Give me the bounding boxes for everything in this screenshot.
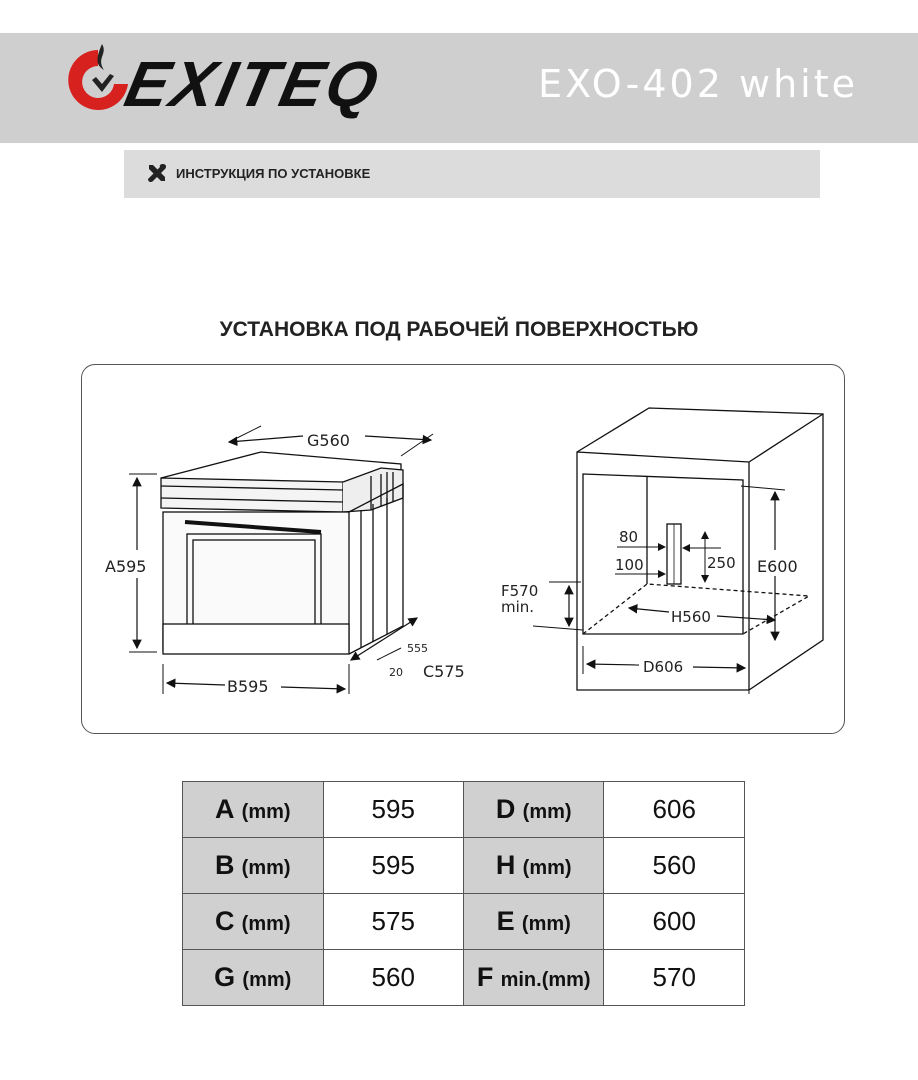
dim-c <box>351 618 465 681</box>
dimension-key-cell <box>183 782 324 838</box>
flame-icon <box>68 44 128 110</box>
svg-text:B595: B595 <box>227 677 269 696</box>
dimension-letter: D <box>495 794 516 824</box>
dimension-unit: (mm) <box>521 913 571 935</box>
dimension-key-cell <box>463 950 604 1006</box>
svg-text:F570: F570 <box>501 582 539 600</box>
dimension-unit: (mm) <box>241 801 291 823</box>
dimension-value: 570 <box>604 950 745 1006</box>
dimension-unit: (mm) <box>241 913 291 935</box>
svg-text:100: 100 <box>615 556 644 574</box>
dim-f <box>501 582 583 630</box>
dimension-unit: (mm) <box>522 801 572 823</box>
installation-diagram <box>81 364 845 734</box>
dimension-value: 575 <box>323 894 463 950</box>
dimension-unit: (mm) <box>241 857 291 879</box>
dimension-key-cell <box>183 838 324 894</box>
dim-a <box>105 474 157 652</box>
svg-text:250: 250 <box>707 554 736 572</box>
svg-text:555: 555 <box>407 642 428 655</box>
dimension-key-cell <box>463 782 604 838</box>
table-row <box>183 950 745 1006</box>
dimension-value: 600 <box>604 894 745 950</box>
dim-b <box>163 664 349 696</box>
dimension-key-cell <box>183 950 324 1006</box>
svg-text:E600: E600 <box>757 557 798 576</box>
dimension-value: 595 <box>323 782 463 838</box>
svg-text:G560: G560 <box>307 431 350 450</box>
dimension-key-cell <box>183 894 324 950</box>
svg-text:D606: D606 <box>643 658 684 676</box>
dimension-unit: (mm) <box>242 969 292 991</box>
dimension-unit: min.(mm) <box>500 969 591 991</box>
table-row <box>183 894 745 950</box>
svg-text:20: 20 <box>389 666 403 679</box>
svg-text:min.: min. <box>501 598 535 616</box>
model-name: EXO-402 white <box>538 62 858 106</box>
page-heading: УСТАНОВКА ПОД РАБОЧЕЙ ПОВЕРХНОСТЬЮ <box>219 318 699 341</box>
dimension-key-cell <box>463 838 604 894</box>
dimension-letter: G <box>214 962 236 992</box>
dimension-value: 606 <box>604 782 745 838</box>
dim-g <box>229 426 433 456</box>
dimensions-table <box>182 781 745 1006</box>
dimension-unit: (mm) <box>522 857 572 879</box>
dim-d <box>583 646 749 694</box>
dim-h <box>629 608 775 626</box>
svg-text:H560: H560 <box>671 608 711 626</box>
dimension-letter: B <box>214 850 235 880</box>
cabinet-drawing <box>577 408 823 690</box>
svg-text:80: 80 <box>619 528 639 546</box>
oven-drawing <box>161 452 403 654</box>
dimension-value: 595 <box>323 838 463 894</box>
dimension-letter: A <box>214 794 235 824</box>
dimension-value: 560 <box>604 838 745 894</box>
section-title: ИНСТРУКЦИЯ ПО УСТАНОВКЕ <box>176 166 371 181</box>
dim-80 <box>617 528 665 547</box>
dimension-letter: E <box>496 906 515 936</box>
tools-icon <box>146 162 168 184</box>
dimension-letter: H <box>495 850 516 880</box>
dim-250 <box>683 532 736 582</box>
brand-logo <box>58 40 388 120</box>
dimension-letter: F <box>476 962 494 992</box>
dimension-value: 560 <box>323 950 463 1006</box>
dimension-key-cell <box>463 894 604 950</box>
dim-100 <box>615 556 665 574</box>
table-row <box>183 838 745 894</box>
dimension-letter: C <box>214 906 235 936</box>
svg-text:A595: A595 <box>105 557 147 576</box>
svg-text:C575: C575 <box>423 662 465 681</box>
table-row <box>183 782 745 838</box>
brand-wordmark: EXITEQ <box>119 47 385 120</box>
